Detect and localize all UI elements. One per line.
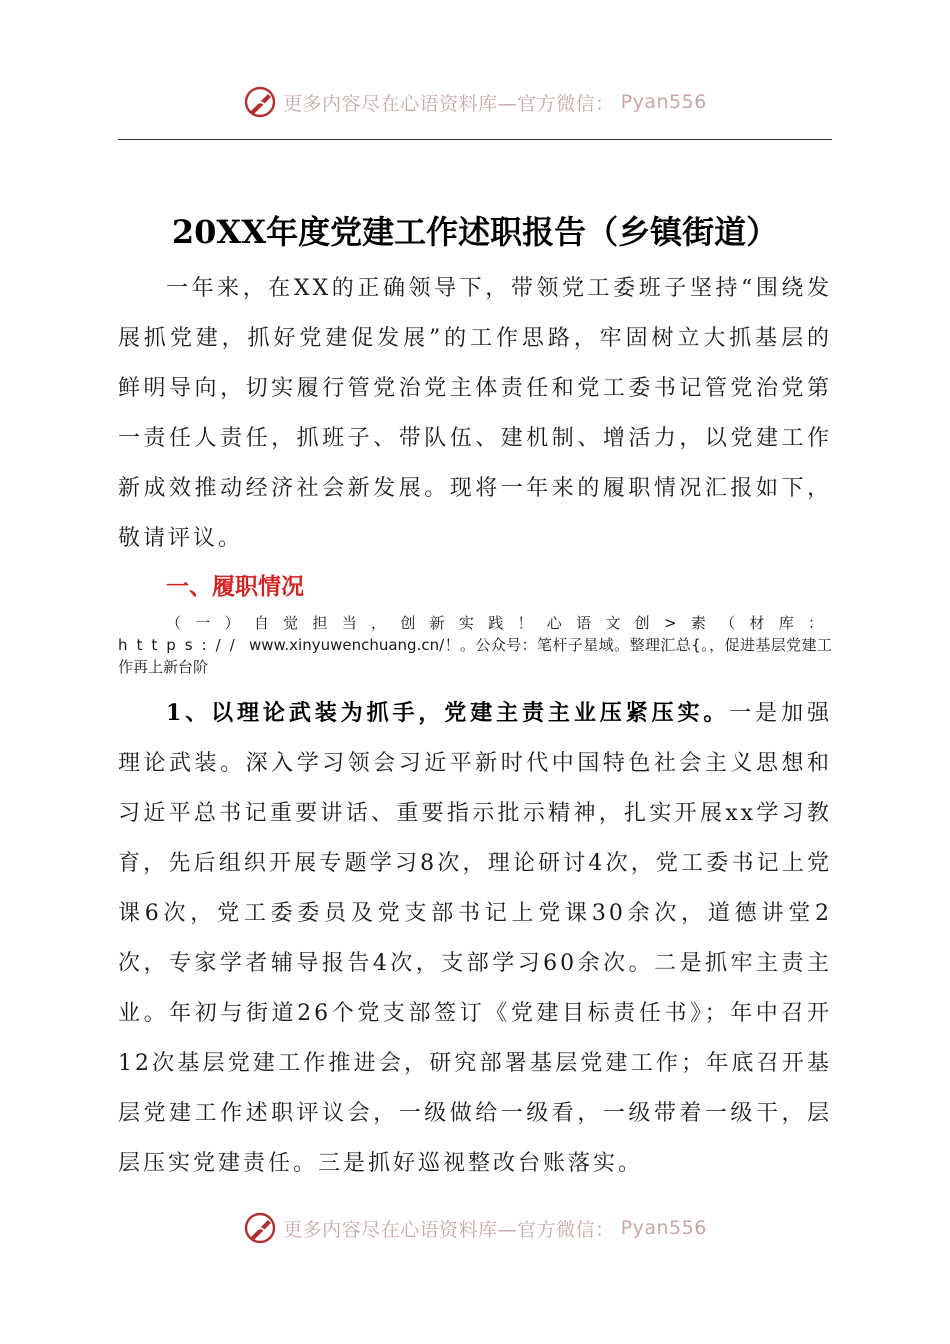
pen-logo-icon <box>243 1211 277 1245</box>
item1-lead: 1、以理论武装为抓手，党建主责主业压紧压实。 <box>166 700 730 726</box>
item1-paragraph <box>118 688 832 1189</box>
subsection-line-b: www.xinyuwenchuang.cn/！。公众号：笔杆子星域。整理汇总{。，促进基层党建工作再上新台阶 <box>118 636 832 676</box>
pen-logo-icon <box>243 85 277 119</box>
watermark-handle: Pyan556 <box>620 91 707 113</box>
subsection-heading <box>118 612 832 678</box>
header-divider <box>118 139 832 140</box>
section-heading: 一、履职情况 <box>166 574 304 600</box>
subsection-line-a: （一）自觉担当，创新实践！心语文创>素（材库：https:// <box>118 614 832 654</box>
item1-body: 一是加强理论武装。深入学习领会习近平新时代中国特色社会主义思想和习近平总书记重要讲话、重要指示批示精神，扎实开展xx学习教育，先后组织开展专题学习8次，理论研讨4次，党工委书记上党课6次，党工委委员及党支部书记上党课30余次，道德讲堂2次，专家学者辅导报告4次，支部学习60余次。二是抓牢主责主业。年初与街道26个党支部签订《党建目标责任书》；年中召开12次基层党建工作推进会，研究部署基层党建工作；年底召开基层党建工作述职评议会，一级做给一级看，一级带着一级干，层层压实党建责任。三是抓好巡视整改台账落实。 <box>118 701 832 1176</box>
watermark-handle: Pyan556 <box>620 1217 707 1239</box>
document-title: 20XX年度党建工作述职报告（乡镇街道） <box>171 213 779 252</box>
watermark-header <box>0 82 950 122</box>
watermark-text: 更多内容尽在心语资料库—官方微信： <box>283 92 615 115</box>
intro-paragraph: 一年来，在XX的正确领导下，带领党工委班子坚持“围绕发展抓党建，抓好党建促发展”的工作思路，牢固树立大抓基层的鲜明导向，切实履行管党治党主体责任和党工委书记管党治党第一责任人责任，抓班子、带队伍、建机制、增活力，以党建工作新成效推动经济社会新发展。现将一年来的履职情况汇报如下，敬请评议。 <box>118 276 832 551</box>
watermark-text: 更多内容尽在心语资料库—官方微信： <box>283 1218 615 1241</box>
watermark-footer <box>0 1208 950 1248</box>
